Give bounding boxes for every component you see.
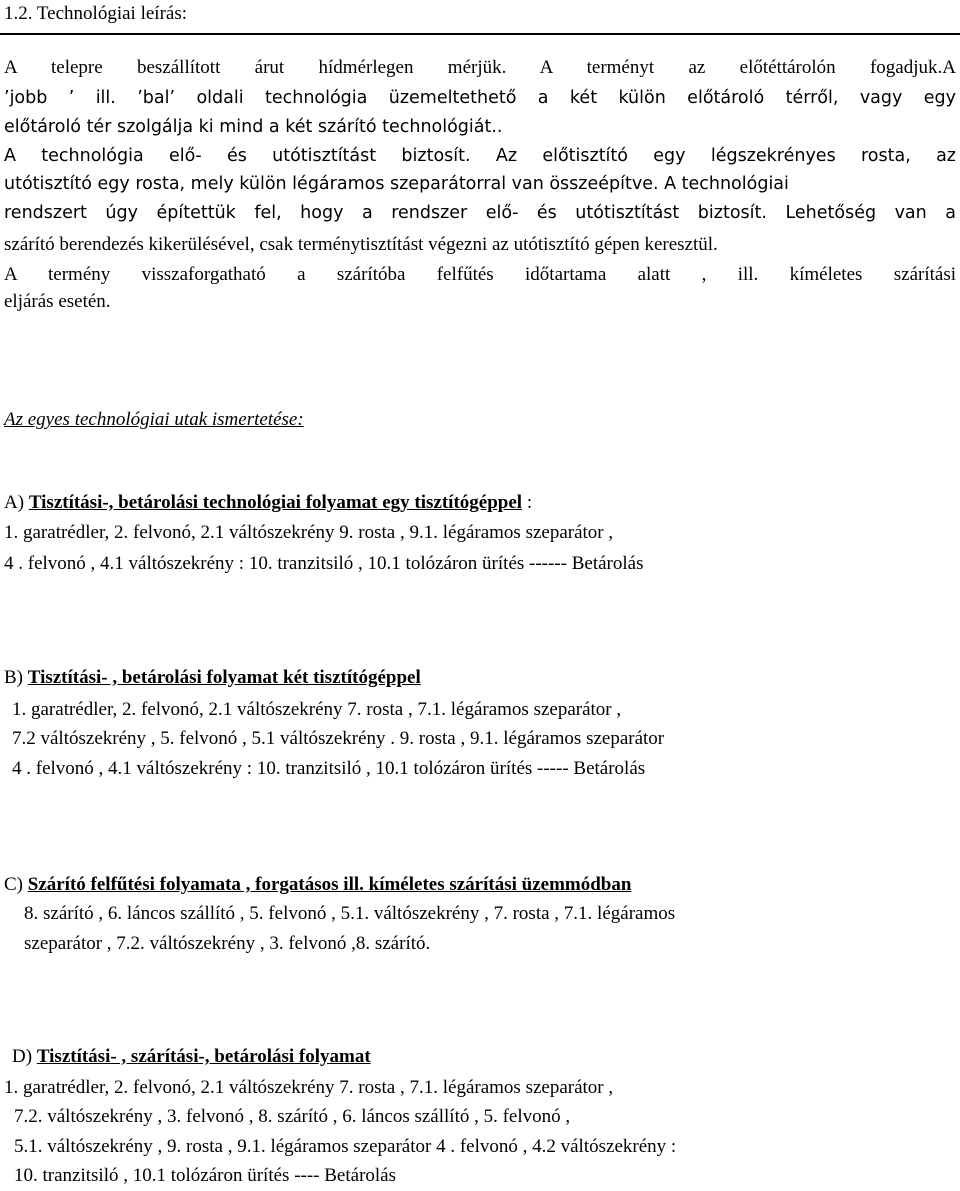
section-c-line: 8. szárító , 6. láncos szállító , 5. felvonó , 5.1. váltószekrény , 7. rosta , 7.1. légáramos — [24, 903, 676, 924]
section-a-line: 1. garatrédler, 2. felvonó, 2.1 váltószekrény 9. rosta , 9.1. légáramos szeparátor , — [4, 522, 614, 543]
section-c-title-text: Szárító felfűtési folyamata , forgatásos ill. kíméletes szárítási üzemmódban — [27, 874, 632, 895]
section-b-line: 7.2 váltószekrény , 5. felvonó , 5.1 váltószekrény . 9. rosta , 9.1. légáramos szeparátor — [12, 728, 665, 749]
intro-line: eljárás esetén. — [4, 291, 111, 312]
section-d-title-text: Tisztítási- , szárítási-, betárolási folyamat — [36, 1046, 371, 1067]
section-c-line: szeparátor , 7.2. váltószekrény , 3. felvonó ,8. szárító. — [24, 933, 431, 954]
section-a-title-text: Tisztítási-, betárolási technológiai folyamat egy tisztítógéppel — [28, 492, 523, 513]
intro-line: A telepre beszállított árut hídmérlegen mérjük. A terményt az előtéttárolón fogadjuk.A — [4, 57, 956, 78]
section-heading: 1.2. Technológiai leírás: — [4, 3, 187, 24]
section-b-title: B) Tisztítási- , betárolási folyamat két tisztítógéppel — [4, 667, 421, 688]
section-d-line: 7.2. váltószekrény , 3. felvonó , 8. szárító , 6. láncos szállító , 5. felvonó , — [14, 1106, 571, 1127]
heading-divider — [0, 33, 960, 35]
section-d-line: 5.1. váltószekrény , 9. rosta , 9.1. légáramos szeparátor 4 . felvonó , 4.2 váltószekrény : — [14, 1136, 677, 1157]
subheading: Az egyes technológiai utak ismertetése: — [4, 409, 304, 430]
intro-line: utótisztító egy rosta, mely külön légáramos szeparátorral van összeépítve. A technológiai — [4, 174, 789, 194]
intro-line: A termény visszaforgatható a szárítóba felfűtés időtartama alatt , ill. kíméletes szárítási — [4, 264, 956, 285]
intro-line: A technológia elő- és utótisztítást biztosít. Az előtisztító egy légszekrényes rosta, az — [4, 146, 956, 166]
intro-line: ’jobb ’ ill. ’bal’ oldali technológia üzemeltethető a két külön előtároló térről, vagy egy — [4, 88, 956, 108]
section-b-line: 4 . felvonó , 4.1 váltószekrény : 10. tranzitsiló , 10.1 tolózáron ürítés ----- Betárolás — [12, 758, 646, 779]
intro-line: előtároló tér szolgálja ki mind a két szárító technológiát.. — [4, 117, 503, 137]
section-a-line: 4 . felvonó , 4.1 váltószekrény : 10. tranzitsiló , 10.1 tolózáron ürítés ------ Betárolás — [4, 553, 644, 574]
section-b-line: 1. garatrédler, 2. felvonó, 2.1 váltószekrény 7. rosta , 7.1. légáramos szeparátor , — [12, 699, 622, 720]
intro-line: rendszert úgy építettük fel, hogy a rendszer elő- és utótisztítást biztosít. Lehetőség van a — [4, 203, 956, 223]
section-d-line: 1. garatrédler, 2. felvonó, 2.1 váltószekrény 7. rosta , 7.1. légáramos szeparátor , — [4, 1077, 614, 1098]
section-c-title: C) Szárító felfűtési folyamata , forgatásos ill. kíméletes szárítási üzemmódban — [4, 874, 632, 895]
section-b-title-text: Tisztítási- , betárolási folyamat két tisztítógéppel — [27, 667, 421, 688]
section-a-title: A) Tisztítási-, betárolási technológiai folyamat egy tisztítógéppel : — [4, 492, 533, 513]
section-d-line: 10. tranzitsiló , 10.1 tolózáron ürítés ---- Betárolás — [14, 1165, 397, 1186]
intro-line: szárító berendezés kikerülésével, csak terménytisztítást végezni az utótisztító gépen keresztül. — [4, 234, 718, 255]
section-d-title: D) Tisztítási- , szárítási-, betárolási folyamat — [12, 1046, 371, 1067]
